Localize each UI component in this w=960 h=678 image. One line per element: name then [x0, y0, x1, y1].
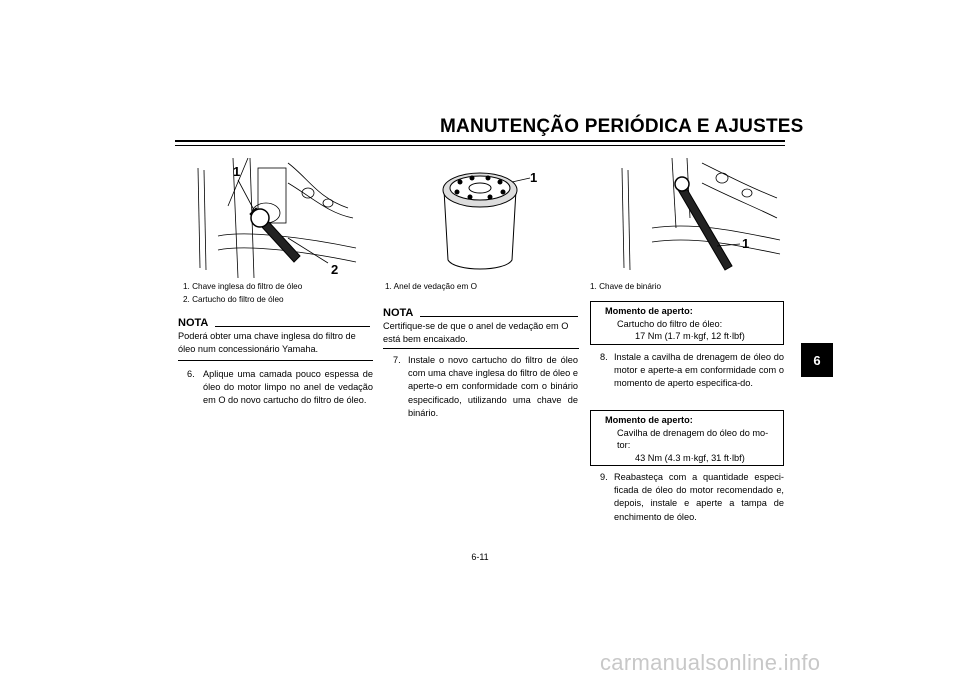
torque2-item: Cavilha de drenagem do óleo do mo-tor:	[617, 427, 769, 450]
figure1-callout-1: 1	[233, 164, 241, 179]
chapter-tab: 6	[801, 343, 833, 377]
col2-nota-heading: NOTA	[383, 307, 414, 319]
step8-number: 8.	[600, 352, 608, 362]
watermark: carmanualsonline.info	[600, 650, 821, 675]
torque1-item: Cartucho do filtro de óleo:	[617, 318, 723, 329]
step7-number: 7.	[393, 355, 401, 365]
figure3-caption-1: 1. Chave de binário	[590, 282, 662, 291]
col1-nota-heading: NOTA	[178, 317, 209, 329]
step9-text: Reabasteça com a quantidade especi-ficada de óleo do motor recomendado e, depois, instale e aperte a tampa de enchimento de óleo.	[614, 472, 784, 522]
col2-nota-rule	[420, 316, 578, 317]
title-rule-thin	[175, 145, 785, 146]
figure3-callout-1: 1	[742, 236, 750, 251]
page-number: 6-11	[471, 552, 489, 562]
col1-nota-text: Poderá obter uma chave inglesa do filtro de óleo num concessionário Yamaha.	[178, 331, 356, 355]
step6-number: 6.	[187, 369, 195, 379]
step8-text: Instale a cavilha de drenagem de óleo do motor e aperte-a em conformidade com o momento de aperto especifica-do.	[614, 352, 784, 389]
col1-nota-end-rule	[178, 360, 373, 361]
torque-spec-box-1	[590, 301, 784, 345]
figure2-caption-1: 1. Anel de vedação em O	[385, 282, 477, 291]
torque-wrench-illustration	[612, 158, 782, 278]
torque-spec-box-2	[590, 410, 784, 466]
torque2-heading: Momento de aperto:	[605, 415, 693, 425]
col2-nota-end-rule	[383, 348, 579, 349]
page-title: MANUTENÇÃO PERIÓDICA E AJUSTES	[440, 116, 804, 137]
step9-number: 9.	[600, 472, 608, 482]
step7-text: Instale o novo cartucho do filtro de óleo com uma chave inglesa do filtro de óleo e aperte-o em conformidade com o binário especificado, utilizando uma chave de binário.	[408, 355, 578, 418]
figure1-callout-2: 2	[331, 262, 339, 277]
step6-text: Aplique uma camada pouco espessa de óleo do motor limpo no anel de vedação em O do novo cartucho do filtro de óleo.	[203, 369, 373, 406]
title-rule	[175, 140, 785, 142]
torque1-value: 17 Nm (1.7 m·kgf, 12 ft·lbf)	[635, 331, 745, 341]
figure1-caption-1: 1. Chave inglesa do filtro de óleo	[183, 282, 303, 291]
col1-nota-rule	[215, 326, 370, 327]
torque2-value: 43 Nm (4.3 m·kgf, 31 ft·lbf)	[635, 452, 745, 463]
col2-nota-text: Certifique-se de que o anel de vedação em O está bem encaixado.	[383, 321, 569, 345]
figure2-callout-1: 1	[530, 170, 538, 185]
torque1-heading: Momento de aperto:	[605, 306, 693, 316]
figure1-caption-2: 2. Cartucho do filtro de óleo	[183, 295, 284, 304]
oil-filter-wrench-illustration	[188, 158, 358, 278]
oil-filter-cartridge-illustration	[430, 160, 550, 278]
